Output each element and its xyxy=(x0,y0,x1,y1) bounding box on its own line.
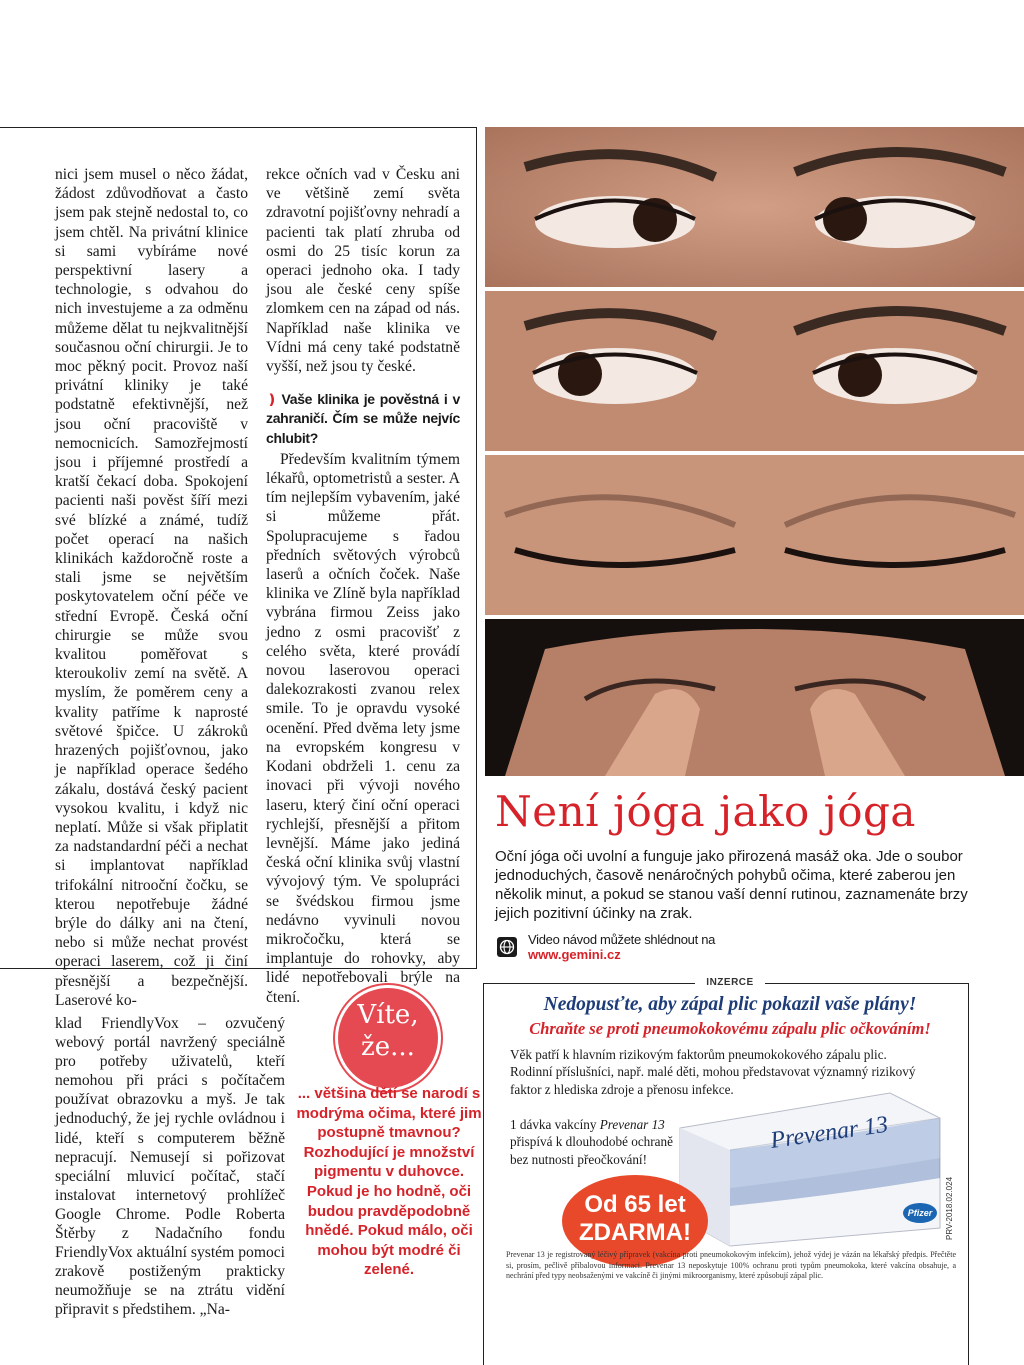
ad-body-2-pre: 1 dávka vakcíny xyxy=(510,1117,600,1132)
photo-eyes-looking-left xyxy=(485,291,1024,451)
frame-right-rule xyxy=(476,127,477,969)
question-text: Vaše klinika je pověstná i v zahraničí. Čím se může nejvíc chlubit? xyxy=(266,391,460,446)
yoga-title: Není jóga jako jóga xyxy=(495,787,916,836)
question-marker-icon: ❫ xyxy=(266,391,278,408)
ad-body-2-post: přispívá k dlouhodobé ochraně bez nutnosti přeočkování! xyxy=(510,1134,673,1167)
ad-body-1: Věk patří k hlavním rizikovým faktorům pneumokokového zápalu plic. Rodinní příslušníci, např. malé děti, mohou představovat významný rizikový faktor z hlediska zdroje a přenosu infekce. xyxy=(510,1047,916,1097)
ad-subhead: Chraňte se proti pneumokokovému zápalu plic očkováním! xyxy=(529,1019,931,1038)
video-text: Video návod můžete shlédnout na xyxy=(528,932,716,947)
photo-fingers-on-eyes xyxy=(485,619,1024,776)
ad-body-2-brand: Prevenar 13 xyxy=(599,1117,665,1132)
product-brand: Prevenar 13 xyxy=(768,1111,890,1154)
ad-footnote: Prevenar 13 je registrovaný léčivý přípravek (vakcína proti pneumokokovým infekcím), jehož výdej je vázán na lékařský předpis. Přečtěte si, prosím, pečlivě příbalovou informaci. Prevenar 13 neposkytuje 100% ochranu proti typům pneumokoka, které vakcína obsahuje, a nechrání před typy neobsaženými ve vakcíně či jinými mikroorganismy, které způsobují zápal plic. xyxy=(506,1250,956,1280)
product-box xyxy=(670,1088,945,1248)
interview-question xyxy=(266,390,460,448)
article-paragraph: rekce očních vad v Česku ani ve většině zemí světa zdravotní pojišťovny nehradí a pacienti tak platí zhruba od osmi do 25 tisíc korun za operaci jednoho oka. I tady jsou ale české ceny spíše zlomkem cen na západ od nás. Například naše klinika ve Vídni má ceny také podstatně vyšší, než jsou ty české. xyxy=(266,166,460,376)
vite-ze-line-1: Víte, xyxy=(357,1000,419,1030)
article-paragraph: Především kvalitním týmem lékařů, optometristů a sester. A tím nejlepším vybavením, jaké si můžeme přát. Spolupracujeme s řadou předních světových výrobců laserů a očních čoček. Naše klinika ve Zlíně byla například vybrána firmou Zeiss jako jedno z osmi pracovišť z celého světa, které provádí novou laserovou operaci dalekozrakosti zvanou relex smile. To je opravdu vysoké ocenění. Před dvěma lety jsme na evropském kongresu v Kodani obdrželi 1. cenu za inovaci při vývoji nového laseru, který činí oční operaci rychlejší, přesnější a přitom levnější. Máme jako jediná česká oční klinika svůj vlastní vývojový tým. Ve spolupráci se švédskou firmou jsme nedávno vyvinuli novou mikročočku, která se implantuje do rohovky, aby lidé nepotřebovali brýle na čtení. xyxy=(266,450,460,1006)
lower-paragraph: klad FriendlyVox – ozvučený webový portál navržený speciálně pro potřeby uživatelů, kteří nemohou při práci s počítačem používat obrazovku a myš. Je tak jednoduchý, že jej rychle ovládnou i lidé, kteří s computerem běžně nepracují. Nemusejí si pořizovat speciální mluvicí počítač, stačí instalovat internetový prohlížeč Google Chrome. Podle Roberta Štěrby z Nadačního fondu FriendlyVox aktuální systém pomoci zrakově postiženým prakticky neumožňuje se na ztrátu vidění připravit s předstihem. „Na- xyxy=(55,1015,285,1319)
article-column-1 xyxy=(55,165,248,1010)
product-maker: Pfizer xyxy=(907,1208,933,1218)
top-rule-left xyxy=(0,127,477,128)
video-link[interactable]: www.gemini.cz xyxy=(528,947,621,962)
video-note xyxy=(528,932,828,962)
yoga-body: Oční jóga oči uvolní a funguje jako přirozená masáž oka. Jde o soubor jednoduchých, časově nenáročných pohybů očima, které zaberou jen několik minut, a pokud se stanou vaší denní rutinou, zaznamenáte brzy jejich pozitivní účinky na zrak. xyxy=(495,848,968,922)
age-badge-line-2: ZDARMA! xyxy=(579,1219,691,1246)
ad-body-2 xyxy=(510,1116,675,1168)
photo-eyes-looking-right xyxy=(485,127,1024,287)
vite-ze-line-2: že... xyxy=(361,1032,415,1062)
vite-ze-text: ... většina dětí se narodí s modrýma očima, které jim postupně tmavnou? Rozhodující je množství pigmentu v duhovce. Pokud je ho hodně, oči budou pravděpodobně hnědé. Pokud málo, oči mohou být modré či zelené. xyxy=(296,1085,482,1279)
age-badge-line-1: Od 65 let xyxy=(584,1191,686,1218)
ad-code: PRV-2018.02.024 xyxy=(945,1176,954,1240)
article-column-2 xyxy=(266,165,460,1007)
article-paragraph: nici jsem musel o něco žádat, žádost zdůvodňovat a často jsem pak stejně nedostal to, co jsem chtěl. Na privátní klinice si sami vybíráme nové perspektivní lasery a technologie, s odvahou do nich investujeme a za odměnu můžeme dělat tu nejkvalitnější současnou oční chirurgii. Je to moc pěkný pocit. Provoz naší privátní kliniky je také podstatně efektivnější, než jsou oční pracoviště v nemocnicích. Samozřejmostí jsou i příjemné prostředí a kratší čekací doba. Spokojení pacienti naši pověst šíří mezi své blízké a známé, tudíž počet operací na našich klinikách každoročně roste a stali jsme se největším poskytovatelem oční péče ve střední Evropě. Česká oční chirurgie se může svou kvalitou poměřovat s kteroukoliv zemí na světě. A myslím, že poměrem ceny a kvality patříme k naprosté světové špičce. U zákroků hrazených pojišťovnou, jako je například operace šedého zákalu, dostává český pacient vysokou kvalitu, i když nic neplatí. Může si však připlatit za nadstandardní péči a nechat si implantovat například trifokální nitrooční čočku, se kterou nepotřebuje žádné brýle do dálky ani na čtení, nebo si může nechat provést operaci laserem, což ji činí přesnější a bezpečnější. Laserové ko- xyxy=(55,166,248,1009)
ad-label: INZERCE xyxy=(695,975,765,991)
lower-column xyxy=(55,1014,285,1320)
globe-icon xyxy=(497,937,517,957)
ad-headline: Nedopusťte, aby zápal plic pokazil vaše plány! xyxy=(543,994,917,1015)
photo-eyes-closed xyxy=(485,455,1024,615)
vite-ze-bubble xyxy=(338,988,438,1088)
